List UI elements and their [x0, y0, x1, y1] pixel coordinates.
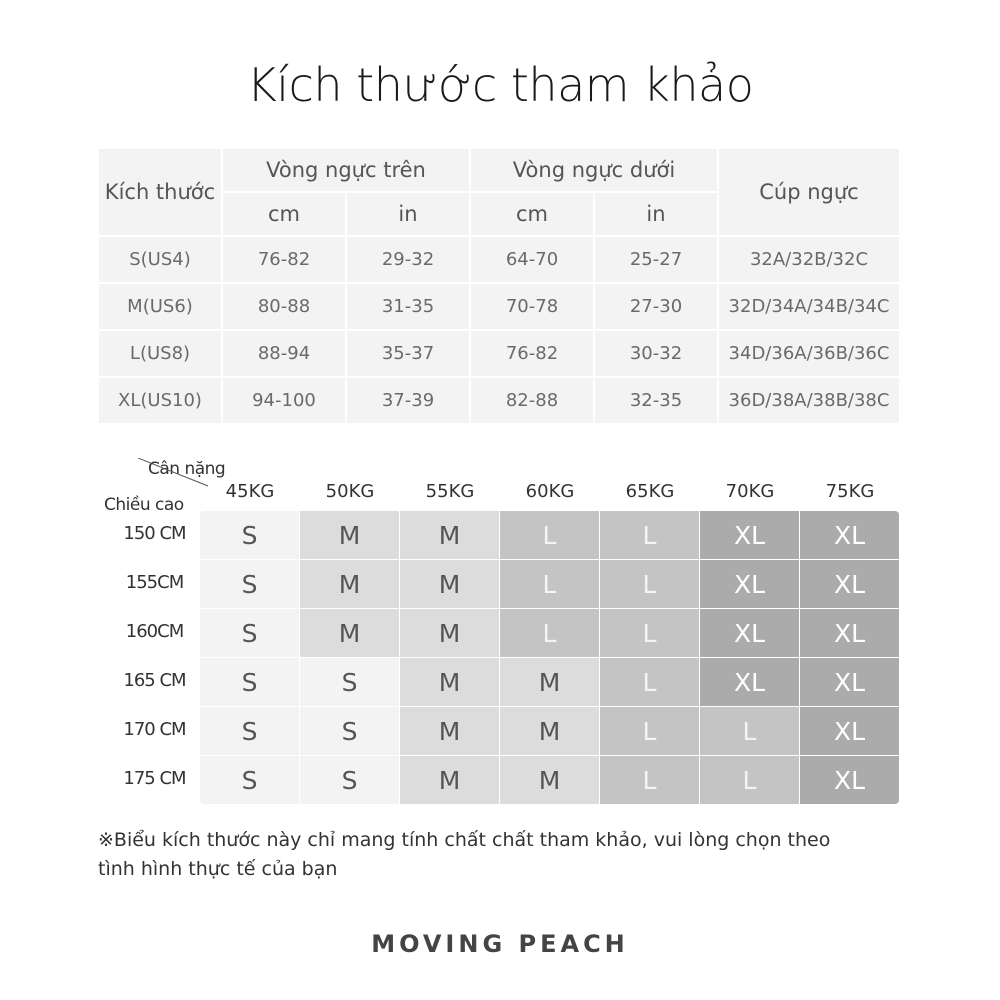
size-grid-cell: S: [300, 756, 399, 804]
size-grid-cell: L: [600, 707, 699, 755]
size-grid-cell: S: [200, 609, 299, 657]
size-grid-cell: XL: [800, 756, 899, 804]
disclaimer-note: ※Biểu kích thước này chỉ mang tính chất chất tham khảo, vui lòng chọn theo tình hình thực tế của bạn: [98, 829, 831, 880]
under-in-cell: 30-32: [595, 331, 717, 376]
under-in-cell: 27-30: [595, 284, 717, 329]
size-grid-cell: L: [600, 756, 699, 804]
upper-in-cell: 29-32: [347, 237, 469, 282]
page-title: Kích thước tham khảo: [246, 58, 754, 112]
header-size: Kích thước: [99, 149, 221, 235]
unit-cm: cm: [223, 193, 345, 235]
brand-logo: MOVING PEACH: [371, 930, 629, 958]
weight-label: 65KG: [625, 481, 675, 502]
upper-cm-cell: 80-88: [223, 284, 345, 329]
size-grid-cell: M: [300, 560, 399, 608]
weight-label: 60KG: [525, 481, 575, 502]
weight-label: 45KG: [225, 481, 275, 502]
cup-cell: 34D/36A/36B/36C: [719, 331, 899, 376]
under-cm-cell: 70-78: [471, 284, 593, 329]
height-label: 165 CM: [123, 670, 186, 691]
header-cup: Cúp ngực: [719, 149, 899, 235]
size-grid-cell: XL: [700, 511, 799, 559]
unit-in: in: [347, 193, 469, 235]
header-under-bust: Vòng ngực dưới: [471, 149, 717, 191]
unit-cm: cm: [471, 193, 593, 235]
under-in-cell: 32-35: [595, 378, 717, 423]
size-grid-cell: L: [600, 609, 699, 657]
size-grid-cell: L: [500, 609, 599, 657]
size-grid-cell: L: [700, 707, 799, 755]
size-grid-cell: L: [500, 511, 599, 559]
under-cm-cell: 76-82: [471, 331, 593, 376]
upper-cm-cell: 94-100: [223, 378, 345, 423]
height-label: 170 CM: [123, 719, 186, 740]
size-grid-cell: S: [200, 707, 299, 755]
upper-in-cell: 35-37: [347, 331, 469, 376]
size-grid-cell: M: [400, 560, 499, 608]
size-grid-cell: M: [500, 658, 599, 706]
height-label: 150 CM: [123, 523, 186, 544]
size-grid-cell: L: [600, 511, 699, 559]
weight-label: 70KG: [725, 481, 775, 502]
size-grid-cell: XL: [800, 609, 899, 657]
height-label: 175 CM: [123, 768, 186, 789]
size-grid-cell: XL: [800, 658, 899, 706]
size-grid-cell: XL: [700, 560, 799, 608]
size-grid-cell: L: [600, 658, 699, 706]
size-grid-cell: M: [400, 511, 499, 559]
size-grid-cell: L: [500, 560, 599, 608]
size-grid-cell: XL: [800, 560, 899, 608]
size-cell: S(US4): [99, 237, 221, 282]
size-grid-cell: XL: [800, 707, 899, 755]
size-grid-cell: M: [400, 756, 499, 804]
size-grid-cell: M: [400, 609, 499, 657]
size-grid-cell: S: [300, 658, 399, 706]
under-cm-cell: 82-88: [471, 378, 593, 423]
size-cell: M(US6): [99, 284, 221, 329]
size-grid-cell: XL: [700, 658, 799, 706]
cup-cell: 32D/34A/34B/34C: [719, 284, 899, 329]
size-grid-cell: M: [300, 511, 399, 559]
size-cell: L(US8): [99, 331, 221, 376]
size-grid-cell: S: [200, 560, 299, 608]
size-grid-cell: M: [400, 707, 499, 755]
size-grid-cell: S: [300, 707, 399, 755]
size-grid-cell: XL: [700, 609, 799, 657]
size-grid-cell: L: [600, 560, 699, 608]
weight-label: 50KG: [325, 481, 375, 502]
size-grid-cell: M: [300, 609, 399, 657]
size-grid-cell: S: [200, 756, 299, 804]
upper-in-cell: 31-35: [347, 284, 469, 329]
weight-label: 55KG: [425, 481, 475, 502]
weight-axis-label: Cân nặng: [148, 459, 226, 479]
unit-in: in: [595, 193, 717, 235]
height-axis-label: Chiều cao: [104, 495, 184, 515]
weight-label: 75KG: [825, 481, 875, 502]
upper-cm-cell: 76-82: [223, 237, 345, 282]
upper-cm-cell: 88-94: [223, 331, 345, 376]
size-grid-cell: S: [200, 511, 299, 559]
size-grid-cell: M: [500, 756, 599, 804]
size-grid-cell: XL: [800, 511, 899, 559]
cup-cell: 36D/38A/38B/38C: [719, 378, 899, 423]
header-upper-bust: Vòng ngực trên: [223, 149, 469, 191]
size-grid-cell: M: [500, 707, 599, 755]
size-grid-cell: S: [200, 658, 299, 706]
cup-cell: 32A/32B/32C: [719, 237, 899, 282]
size-cell: XL(US10): [99, 378, 221, 423]
height-label: 160CM: [125, 621, 184, 642]
height-label: 155CM: [125, 572, 184, 593]
size-table: [99, 149, 899, 424]
under-cm-cell: 64-70: [471, 237, 593, 282]
upper-in-cell: 37-39: [347, 378, 469, 423]
size-grid-cell: L: [700, 756, 799, 804]
size-grid-cell: M: [400, 658, 499, 706]
under-in-cell: 25-27: [595, 237, 717, 282]
